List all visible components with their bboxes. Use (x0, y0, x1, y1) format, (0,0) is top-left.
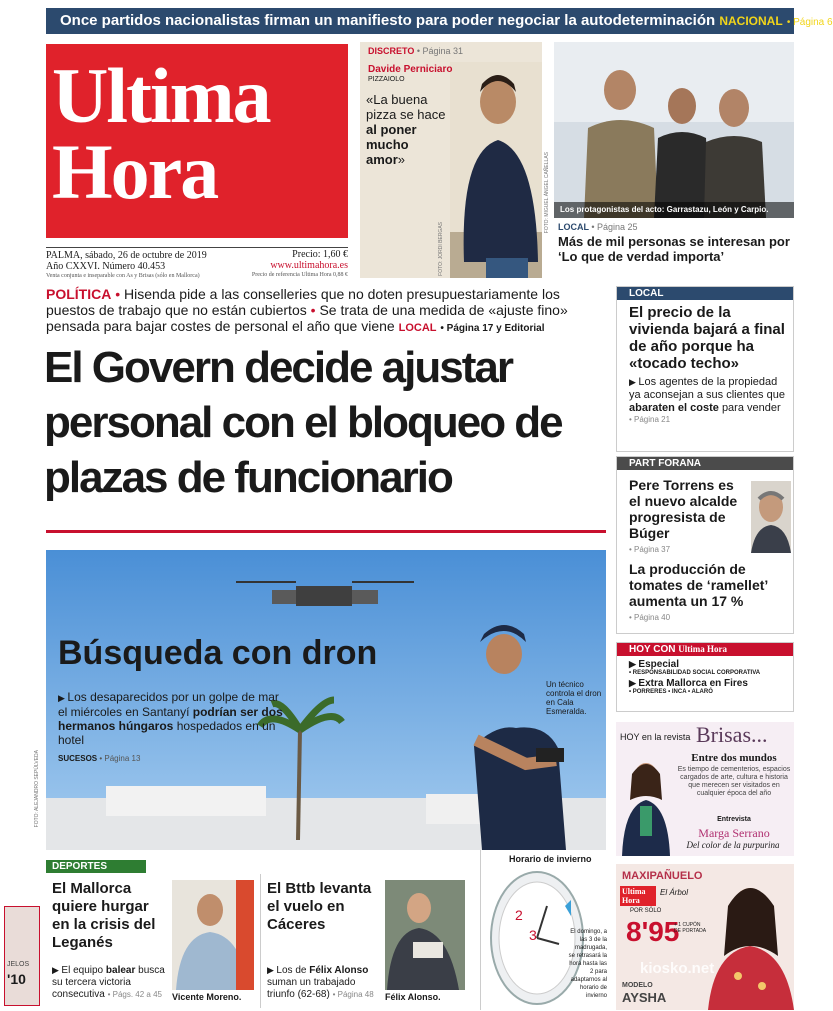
discreto-quote (366, 92, 450, 167)
drone-caption: Un técnico controla el dron en Cala Esmeralda. (546, 680, 602, 716)
horario-box[interactable] (480, 850, 606, 1010)
drone-section: SUCESOS (58, 754, 98, 763)
local-text-b: abaraten el coste (629, 402, 719, 414)
reference-price: Precio de referencia Ultima Hora 0,88 € (251, 272, 348, 278)
deportes-label: DEPORTES (46, 860, 146, 873)
forana-headline1: Pere Torrens es el nuevo alcalde progresista de Búger (629, 477, 738, 541)
site-url[interactable]: www.ultimahora.es (270, 260, 348, 271)
brisas-person: Marga Serrano (698, 826, 770, 840)
maxi-partner: El Árbol (660, 888, 689, 897)
quote-part-c: » (397, 152, 406, 167)
story1-headline: El Mallorca quiere hurgar en la crisis del Leganés (52, 880, 156, 951)
drone-story[interactable] (34, 550, 606, 850)
discreto-kicker: DISCRETO (368, 46, 415, 56)
price: Precio: 1,60 € (292, 249, 348, 260)
event-box[interactable] (544, 42, 794, 278)
story2-text-c: suman un trabajado triunfo (62-68) (267, 977, 356, 1000)
story1-text (52, 964, 172, 1001)
hoy-item2-sub: • PORRERES • INCA • ALARÓ (629, 689, 713, 695)
masthead-logo[interactable] (46, 44, 348, 238)
story2-text-a: ▶ Los de (267, 965, 306, 976)
maxi-model: AYSHA (622, 990, 667, 1005)
event-photo (554, 42, 794, 218)
lead-sub1: Hisenda pide a las conselleries que no doten presupuestariamente los puestos de trabajo que no están cubiertos (46, 286, 560, 318)
brisas-label: Entrevista (717, 816, 751, 823)
local-headline: El precio de la vivienda bajará a final de año porque ha «tocado techo» (629, 304, 785, 372)
maxi-price-post: + 1 CUPÓN DE PORTADA (674, 922, 707, 934)
discreto-page: • Página 31 (416, 46, 464, 56)
edge-num: '10 (7, 971, 26, 987)
quote-part-a: «La buena pizza se hace (366, 92, 446, 122)
local-box[interactable] (616, 286, 794, 452)
edge-label: JELOS (7, 961, 30, 968)
pizzaiolo-photo (450, 62, 542, 278)
torrens-photo (751, 481, 791, 553)
watermark: kiosko.net (640, 960, 715, 977)
local-text-c: para vender (721, 402, 781, 414)
maxi-brand: Ultima Hora (620, 886, 656, 906)
brisas-title: Entre dos mundos (691, 752, 777, 764)
story2-text-b: Félix Alonso (309, 965, 369, 976)
top-banner-section: NACIONAL (719, 14, 783, 28)
discreto-role: PIZZAIOLO (368, 76, 405, 83)
story2-caption: Félix Alonso. (385, 992, 441, 1002)
story2-headline: El Bttb levanta el vuelo en Cáceres (267, 880, 372, 933)
maxi-price: 8'95 (626, 916, 680, 947)
deportes-story1[interactable] (46, 874, 254, 1008)
horario-title: Horario de invierno (509, 854, 592, 864)
local-page: • Página 21 (629, 415, 671, 424)
quote-part-b: al poner mucho amor (366, 122, 417, 167)
story2-text (267, 964, 385, 1001)
story1-page: • Págs. 42 a 45 (107, 990, 162, 999)
hoy-con-head (617, 643, 793, 656)
event-caption: Los protagonistas del acto: Garrastazu, León y Carpio. (554, 202, 794, 218)
hoy-item2: ▶ Extra Mallorca en Fires (617, 676, 793, 689)
lead-ref-page: • Página 17 y Editorial (440, 323, 545, 334)
discreto-name: Davide Perniciaro (368, 64, 453, 75)
joint-sale-note: Venta conjunta e inseparable con As y Brisas (sólo en Mallorca) (46, 273, 200, 279)
clock-2: 2 (515, 907, 523, 923)
story1-caption: Vicente Moreno. (172, 992, 242, 1002)
lead-ref-section: LOCAL (398, 322, 437, 334)
story1-text-b: balear (105, 965, 136, 976)
drone-text (58, 690, 288, 747)
clock-3: 3 (529, 927, 537, 943)
drone-text-a: ▶ Los desaparecidos por un golpe de mar el miércoles en Santanyí (58, 690, 279, 719)
hoy-con-box[interactable] (616, 642, 794, 712)
forana-page1: • Página 37 (629, 545, 671, 554)
local-text (617, 372, 793, 415)
maxi-model-label: MODELO (622, 982, 653, 989)
forana-page2: • Página 40 (629, 613, 671, 622)
moreno-photo (172, 880, 254, 990)
part-forana-box[interactable] (616, 456, 794, 634)
local-label: LOCAL (617, 287, 793, 300)
hoy-con-label: HOY CON (629, 644, 676, 655)
drone-headline: Búsqueda con dron (58, 634, 378, 672)
discreto-kicker-wrap (368, 46, 463, 56)
part-forana-label: PART FORANA (617, 457, 793, 470)
masthead-meta (46, 247, 348, 280)
top-banner-page: • Página 6 (786, 17, 833, 28)
brisas-text: Es tiempo de cementerios, espacios cargados de arte, cultura e historia que merecen ser visitados en cualquier época del año (677, 766, 791, 797)
horario-text: El domingo, a las 3 de la madrugada, se retrasará la hora hasta las 2 para adaptarnos al horario de invierno (568, 929, 607, 999)
brisas-name: Brisas... (696, 722, 768, 747)
top-banner-text: Once partidos nacionalistas firman un manifiesto para poder negociar la autodeterminación (60, 12, 716, 29)
drone-credit: FOTO: ALEJANDRO SEPÚLVEDA (34, 750, 40, 828)
brisas-tagline: Del color de la purpurina (686, 840, 780, 850)
issue-date: PALMA, sábado, 26 de octubre de 2019 (46, 247, 348, 261)
story1-text-c: busca su tercera victoria consecutiva (52, 965, 165, 1000)
drone-ref (58, 754, 140, 763)
forana-headline2: La producción de tomates de ‘ramellet’ aumenta un 17 % (629, 561, 768, 609)
brisas-pre: HOY en la revista (620, 732, 691, 742)
event-credit: FOTO: MIGUEL ÁNGEL CAÑELLAS (544, 152, 550, 234)
discreto-credit: FOTO: JORDI BERGAS (438, 222, 444, 276)
discreto-box[interactable] (360, 42, 542, 278)
story1-text-a: ▶ El equipo (52, 965, 103, 976)
lead-headline[interactable]: El Govern decide ajustar personal con el bloqueo de plazas de funcionario (44, 343, 562, 502)
story2-page: • Página 48 (332, 990, 374, 999)
local-text-a: ▶ Los agentes de la propiedad ya aconsejan a sus clientes que (629, 376, 785, 401)
top-banner[interactable] (46, 8, 833, 34)
maxi-title: MAXIPAÑUELO (622, 870, 703, 882)
deportes-story2[interactable] (260, 874, 466, 1008)
masthead-line1: Ultima (52, 52, 270, 139)
issue-number: Año CXXVI. Número 40.453 (46, 261, 166, 272)
drone-text-c: hospedados en un hotel (58, 719, 276, 747)
model-photo (708, 866, 794, 1010)
maxi-box[interactable] (616, 864, 794, 1010)
drone-text-b: podrían ser dos hermanos húngaros (58, 705, 283, 733)
masthead-line2: Hora (52, 128, 218, 215)
event-page: • Página 25 (591, 222, 638, 232)
alonso-photo (385, 880, 465, 990)
lead-subheads: POLÍTICA • Hisenda pide a las conselleries que no doten presupuestariamente los puestos de trabajo que no están cubiertos • Se trata de una medida de «ajuste fino» pensada para bajar costes de personal el año que viene LOCAL • Página 17 y Editorial (46, 286, 568, 334)
event-kicker (558, 222, 638, 232)
clock-icon (485, 866, 571, 1010)
brisas-box[interactable] (616, 722, 794, 856)
edge-strip (4, 906, 40, 1006)
event-headline: Más de mil personas se interesan por ‘Lo que de verdad importa’ (558, 234, 790, 264)
lead-divider (46, 530, 606, 533)
lead-sub2: Se trata de una medida de «ajuste fino» pensada para bajar costes de personal el año que viene (46, 302, 568, 334)
drone-page: • Página 13 (99, 754, 141, 763)
serrano-photo (620, 752, 672, 856)
hoy-item1: ▶ Especial (617, 656, 793, 670)
event-section: LOCAL (558, 222, 589, 232)
hoy-item1-sub: • RESPONSABILIDAD SOCIAL CORPORATIVA (629, 670, 761, 676)
maxi-price-pre: POR SÓLO (630, 908, 662, 914)
lead-section: POLÍTICA (46, 286, 112, 302)
hoy-con-brand: Ultima Hora (678, 644, 728, 654)
